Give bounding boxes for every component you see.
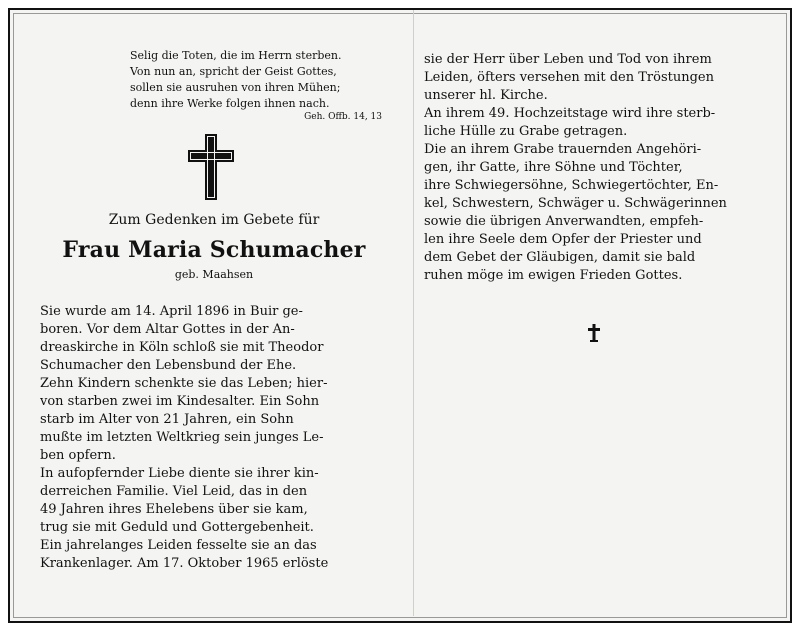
text-line: von starben zwei im Kindesalter. Ein Sohn bbox=[40, 394, 320, 409]
continuation-text bbox=[424, 51, 764, 285]
text-line: Zehn Kindern schenkte sie das Leben; hier- bbox=[40, 376, 328, 391]
text-line: dem Gebet der Gläubigen, damit sie bald bbox=[424, 250, 696, 265]
text-line: Die an ihrem Grabe trauernden Angehöri- bbox=[424, 142, 702, 157]
verse-reference: Geh. Offb. 14, 13 bbox=[304, 112, 382, 122]
text-line: ihre Schwiegersöhne, Schwiegertöchter, En- bbox=[424, 178, 719, 193]
maiden-name: geb. Maahsen bbox=[174, 268, 254, 281]
text-line: boren. Vor dem Altar Gottes in der An- bbox=[40, 322, 295, 337]
verse-line: sollen sie ausruhen von ihren Mühen; bbox=[130, 81, 341, 94]
bible-verse bbox=[130, 48, 380, 112]
deceased-name: Frau Maria Schumacher bbox=[62, 237, 366, 263]
text-line: Ein jahrelanges Leiden fesselte sie an das bbox=[40, 538, 317, 553]
text-line: Sie wurde am 14. April 1896 in Buir ge- bbox=[40, 304, 303, 319]
text-line: dreaskirche in Köln schloß sie mit Theodor bbox=[40, 340, 324, 355]
text-line: Schumacher den Lebensbund der Ehe. bbox=[40, 358, 297, 373]
text-line: 49 Jahren ihres Ehelebens über sie kam, bbox=[40, 502, 308, 517]
black-latin-cross-icon bbox=[188, 134, 234, 200]
small-cross-icon bbox=[588, 324, 600, 342]
text-line: len ihre Seele dem Opfer der Priester und bbox=[424, 232, 702, 247]
text-line: In aufopfernder Liebe diente sie ihrer kin- bbox=[40, 466, 319, 481]
text-line: starb im Alter von 21 Jahren, ein Sohn bbox=[40, 412, 294, 427]
text-line: unserer hl. Kirche. bbox=[424, 88, 548, 103]
text-line: ben opfern. bbox=[40, 448, 116, 463]
verse-line: Selig die Toten, die im Herrn sterben. bbox=[130, 49, 342, 62]
text-line: sie der Herr über Leben und Tod von ihrem bbox=[424, 52, 712, 67]
text-line: trug sie mit Geduld und Gottergebenheit. bbox=[40, 520, 314, 535]
text-line: kel, Schwestern, Schwäger u. Schwägerinnen bbox=[424, 196, 727, 211]
fold-line bbox=[413, 10, 414, 616]
text-line: liche Hülle zu Grabe getragen. bbox=[424, 124, 628, 139]
text-line: An ihrem 49. Hochzeitstage wird ihre sterb- bbox=[424, 106, 716, 121]
verse-line: Von nun an, spricht der Geist Gottes, bbox=[130, 65, 337, 78]
verse-line: denn ihre Werke folgen ihnen nach. bbox=[130, 97, 330, 110]
text-line: ruhen möge im ewigen Frieden Gottes. bbox=[424, 268, 683, 283]
text-line: Krankenlager. Am 17. Oktober 1965 erlöste bbox=[40, 556, 329, 571]
text-line: derreichen Familie. Viel Leid, das in den bbox=[40, 484, 308, 499]
biography-text bbox=[40, 303, 390, 573]
text-line: sowie die übrigen Anverwandten, empfeh- bbox=[424, 214, 704, 229]
text-line: Leiden, öfters versehen mit den Tröstungen bbox=[424, 70, 714, 85]
text-line: mußte im letzten Weltkrieg sein junges Le- bbox=[40, 430, 324, 445]
text-line: gen, ihr Gatte, ihre Söhne und Töchter, bbox=[424, 160, 683, 175]
dedication-line: Zum Gedenken im Gebete für bbox=[108, 212, 320, 228]
